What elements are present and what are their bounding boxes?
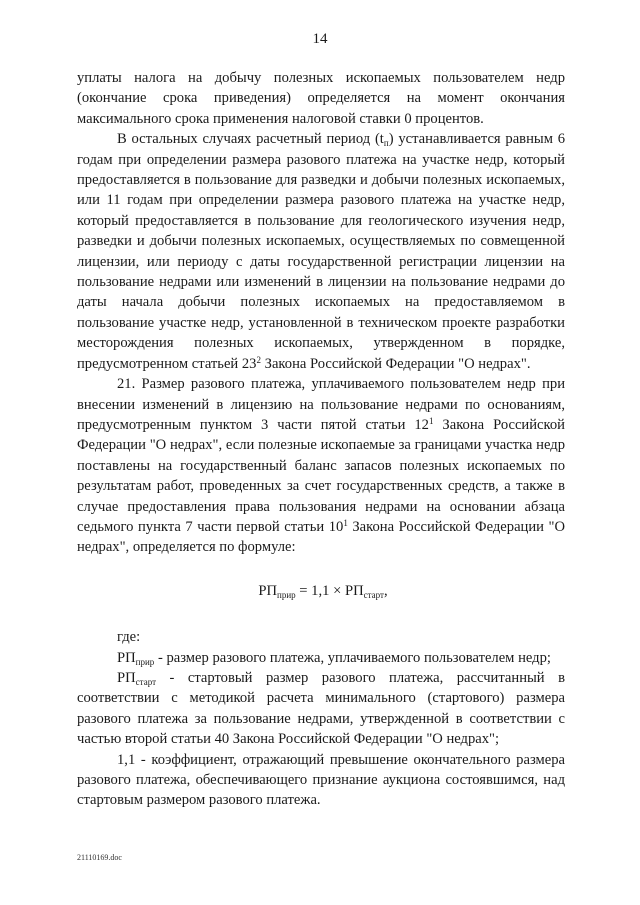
paragraph-text: В остальных случаях расчетный период (t [117, 131, 384, 148]
subscript: старт [363, 589, 384, 600]
subscript: старт [135, 676, 157, 687]
paragraph-21 [77, 374, 565, 558]
paragraph-continuation [77, 68, 565, 129]
formula-tail: , [383, 582, 388, 599]
paragraph-text: Закона Российской Федерации "О недрах", если полезные ископаемые за границами участка недр поставлены на государственный баланс запасов полезных ископаемых по результатам работ, проведенных за счет государственных средств, а также в случае предоставления права пользования недрами на основании абзаца седьмого пункта 7 части первой статьи 10 [77, 416, 565, 535]
definition-text: 1,1 - коэффициент, отражающий превышение окончательного размера разового платежа, обеспечивающего признание аукциона состоявшимся, над стартовым размером разового платежа. [77, 751, 565, 809]
definition-coefficient [77, 750, 565, 811]
paragraph-text: 21. Размер разового платежа, уплачиваемого пользователем недр при внесении изменений в лицензию на пользование недрами по основаниям, предусмотренным пунктом 3 части пятой статьи 12 [77, 376, 565, 433]
formula-lhs: РП [258, 582, 278, 599]
definition-rp-prir [77, 648, 565, 668]
superscript: 1 [343, 517, 348, 528]
definition-rp-start [77, 668, 565, 750]
subscript: прир [135, 656, 155, 667]
superscript: 2 [256, 354, 261, 365]
subscript: прир [277, 589, 296, 600]
where-text: где: [117, 629, 141, 646]
file-footer: 21110169.doc [77, 853, 122, 862]
paragraph-text: Закона Российской Федерации "О недрах", определяется по формуле: [77, 518, 566, 556]
paragraph-text: уплаты налога на добычу полезных ископаемых пользователем недр (окончание срока приведения) определяется на момент окончания максимального срока применения налоговой ставки 0 процентов. [77, 70, 565, 127]
definition-text: - размер разового платежа, уплачиваемого пользователем недр; [154, 649, 551, 666]
paragraph-settlement-period [77, 129, 565, 374]
subscript: п [383, 138, 389, 149]
where-label [77, 627, 565, 647]
formula-rhs: = 1,1 × РП [295, 582, 364, 599]
page-number: 14 [312, 31, 328, 47]
definition-symbol: РП [117, 649, 136, 666]
definition-text: - стартовый размер разового платежа, рассчитанный в соответствии с методикой расчета минимального (стартового) размера разового платежа за пользование недрами, утвержденной в соответствии с частью второй статьи 40 Закона Российской Федерации "О недрах"; [77, 669, 565, 748]
document-body [77, 68, 565, 811]
formula [77, 581, 565, 601]
definition-symbol: РП [117, 669, 136, 686]
superscript: 1 [428, 415, 434, 426]
paragraph-text: ) устанавливается равным 6 годам при определении размера разового платежа на участке недр, который предоставляется в пользование для разведки и добычи полезных ископаемых, или 11 годам при определении размера разового платежа на участке недр, который предоставляется в пользование для геологического изучения недр, разведки и добычи полезных ископаемых, осуществляемых по совмещенной лицензии, или периоду с даты государственной регистрации лицензии на пользование недрами или изменений в лицензии на пользование недрами до даты начала добычи полезных ископаемых на предоставляемом в пользование участке недр, установленной в техническом проекте разработки месторождения полезных ископаемых, утвержденном в порядке, предусмотренном статьей 23 [77, 131, 566, 372]
paragraph-text: Закона Российской Федерации "О недрах". [260, 355, 531, 372]
